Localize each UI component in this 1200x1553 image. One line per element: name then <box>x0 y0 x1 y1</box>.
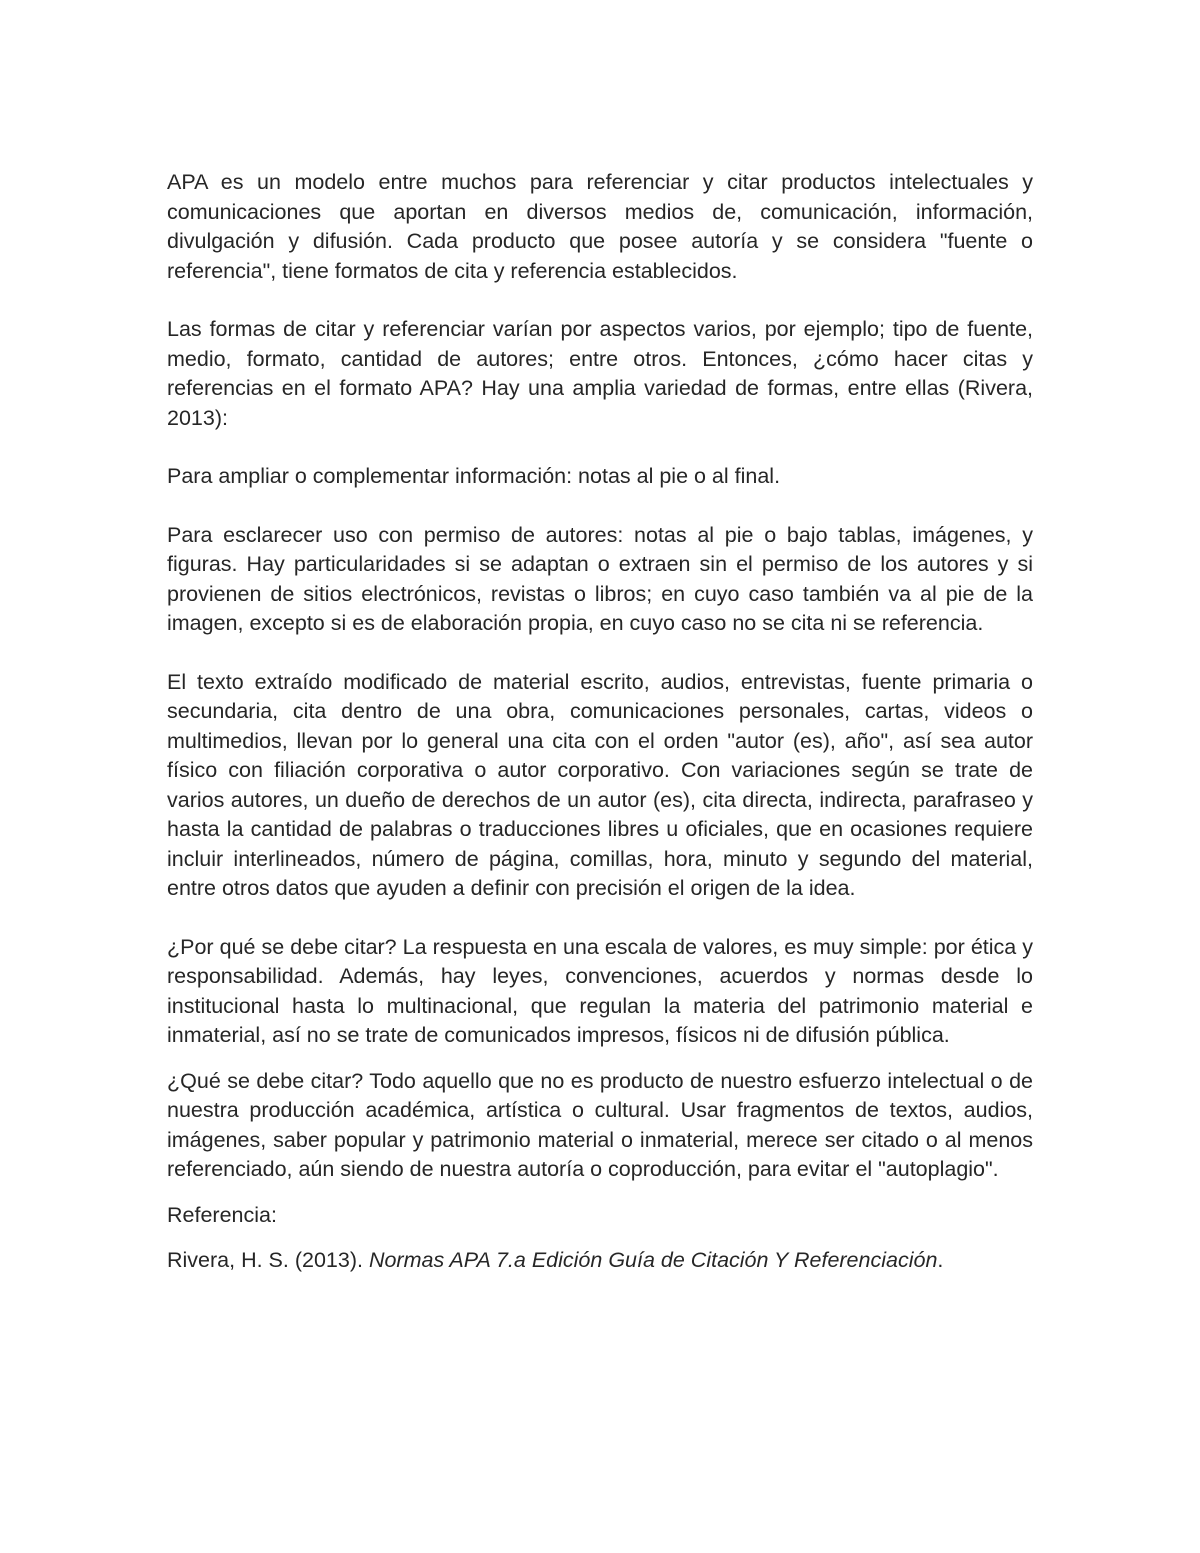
paragraph-apa-intro: APA es un modelo entre muchos para referenciar y citar productos intelectuales y comunicaciones que aportan en diversos medios de, comunicación, información, divulgación y difusión. Cada producto que posee autoría y se considera "fuente o referencia", tiene formatos de cita y referencia establecidos. <box>167 170 1033 283</box>
paragraph-citation-forms: Las formas de citar y referenciar varían por aspectos varios, por ejemplo; tipo de fuente, medio, formato, cantidad de autores; entre otros. Entonces, ¿cómo hacer citas y referencias en el formato APA? Hay una amplia variedad de formas, entre ellas (Rivera, 2013): <box>167 317 1033 430</box>
reference-title: Normas APA 7.a Edición Guía de Citación Y Referenciación <box>368 1248 938 1272</box>
paragraph-what-cite: ¿Qué se debe citar? Todo aquello que no es producto de nuestro esfuerzo intelectual o de nuestra producción académica, artística o cultural. Usar fragmentos de textos, audios, imágenes, saber popular y patrimonio material o inmaterial, merece ser citado o al menos referenciado, aún siendo de nuestra autoría o coproducción, para evitar el "autoplagio". <box>167 1068 1033 1181</box>
reference-authors-year: Rivera, H. S. (2013). <box>167 1248 369 1272</box>
paragraph-author-permission: Para esclarecer uso con permiso de autores: notas al pie o bajo tablas, imágenes, y figuras. Hay particularidades si se adaptan o extraen sin el permiso de los autores y si provienen de sitios electrónicos, revistas o libros; en cuyo caso también va al pie de la imagen, excepto si es de elaboración propia, en cuyo caso no se cita ni se referencia. <box>167 522 1033 635</box>
paragraph-extracted-text: El texto extraído modificado de material escrito, audios, entrevistas, fuente primaria o secundaria, cita dentro de una obra, comunicaciones personales, cartas, videos o multimedios, llevan por lo general una cita con el orden "autor (es), año", así sea autor físico con filiación corporativa o autor corporativo. Con variaciones según se trate de varios autores, un dueño de derechos de un autor (es), cita directa, indirecta, parafraseo y hasta la cantidad de palabras o traducciones libres u oficiales, que en ocasiones requiere incluir interlineados, número de página, comillas, hora, minuto y segundo del material, entre otros datos que ayuden a definir con precisión el origen de la idea. <box>167 669 1033 900</box>
paragraph-footnotes: Para ampliar o complementar información: notas al pie o al final. <box>167 464 781 488</box>
paragraph-why-cite: ¿Por qué se debe citar? La respuesta en una escala de valores, es muy simple: por ética y responsabilidad. Además, hay leyes, convenciones, acuerdos y normas desde lo institucional hasta lo multinacional, que regulan la materia del patrimonio material e inmaterial, así no se trate de comunicados impresos, físicos ni de difusión pública. <box>167 934 1033 1047</box>
reference-heading: Referencia: <box>167 1202 277 1227</box>
reference-entry <box>167 1246 1033 1276</box>
reference-end: . <box>937 1248 944 1272</box>
document-page <box>167 168 1033 1305</box>
